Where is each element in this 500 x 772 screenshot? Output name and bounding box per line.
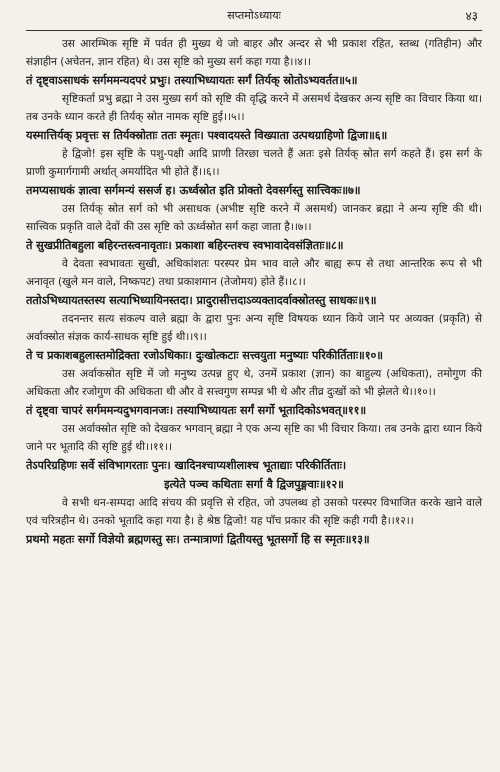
verse-line: ते च प्रकाशबहुलास्तमोद्रिक्ता रजोऽधिकाः। दुःखोत्कटाः सत्त्वयुता मनुष्याः परिकीर्तिताः॥१०॥ [26,348,383,362]
verse-line: इत्येते पञ्च कथिताः सर्गा वै द्विजपुङ्गवाः॥१२॥ [164,477,344,491]
translation-paragraph: वे सभी धन-सम्पदा आदि संचय की प्रवृत्ति से रहित, जो उपलब्ध हो उसको परस्पर विभाजित करके खाने वाले एवं चरित्रहीन थे। उनको भूतादि कहा गया है। हे श्रेष्ठ द्विजो! यह पाँच प्रकार की सृष्टि कही गयी है।।१२।। [26,497,482,527]
translation-paragraph: उस अर्वाकस्रोत सृष्टि में जो मनुष्य उत्पन्न हुए थे, उनमें प्रकाश (ज्ञान) का बाहुल्य (अधिकता), तमोगुण की अधिकता और रजोगुण की अधिकता थी और वे सत्त्वगुण सम्पन्न भी थे और तीव्र दुःखों को भी झेलते थे।।१०।। [26,368,482,398]
verse-line: ततोऽभिध्यायतस्तस्य सत्याभिध्यायिनस्तदा। प्रादुरासीत्तदाऽव्यक्तादर्वाक्स्रोतस्तु साधकः॥९॥ [26,293,377,307]
verse-line: तेऽपरिग्रहिणः सर्वे संविभागरताः पुनः। खादिनश्चाप्यशीलाश्च भूताद्याः परिकीर्तिताः। [26,458,347,472]
translation-paragraph: हे द्विजो! इस सृष्टि के पशु-पक्षी आदि प्राणी तिरछा चलते हैं अतः इसे तिर्यक् स्रोत सर्ग कहते हैं। इस सर्ग के प्राणी कुमार्गगामी अर्थात् अमर्यादित भी होते हैं।।६।। [26,148,482,178]
chapter-title: सप्तमोऽध्यायः [227,9,281,22]
translation-paragraph: उस अर्वाक्स्रोत सृष्टि को देखकर भगवान् ब्रह्मा ने एक अन्य सृष्टि का भी विचार किया। तब उनके द्वारा ध्यान किये जाने पर भूतादि की सृष्टि हुई थी।।११।। [26,423,482,453]
page-header [26,0,482,31]
translation-paragraph: तदनन्तर सत्य संकल्प वाले ब्रह्मा के द्वारा पुनः अन्य सृष्टि विषयक ध्यान किये जाने पर अव्यक्त (प्रकृति) से अर्वाक्स्रोत संज्ञक कार्य-साधक सृष्टि हुई थी।।९।। [26,313,482,343]
verse-line: ते सुखप्रीतिबहुला बहिरन्तस्त्वनावृताः। प्रकाशा बहिरन्तश्च स्वभावादेवसंज्ञिताः॥८॥ [26,238,344,252]
verse-line: तं दृष्ट्वाऽसाधकं सर्गममन्यदपरं प्रभुः। तस्याभिध्यायतः सर्गं तिर्यक् स्रोतोऽभ्यवर्तत॥५॥ [26,73,358,87]
translation-paragraph: उस तिर्यक् स्रोत सर्ग को भी असाधक (अभीष्ट सृष्टि करने में असमर्थ) जानकर ब्रह्मा ने अन्य सृष्टि की थी। सात्त्विक प्रकृति वाले देवों की उस सृष्टि को ऊर्ध्वस्रोत सर्ग कहा जाता है।।७।। [26,203,482,233]
page-number: ४३ [465,9,478,23]
verse-line: प्रथमो महतः सर्गो विज्ञेयो ब्रह्मणस्तु सः। तन्मात्राणां द्वितीयस्तु भूतसर्गो हि स स्मृतः॥१३॥ [26,532,370,546]
page-body [26,35,482,549]
translation-paragraph: वे देवता स्वभावतः सुखी, अधिकांशतः परस्पर प्रेम भाव वाले और बाह्य रूप से तथा आन्तरिक रूप से भी अनावृत (खुले मन वाले, निष्कपट) तथा प्रकाशमान (तेजोमय) होते हैं।।८।। [26,258,482,288]
verse-line: तं दृष्ट्वा चापरं सर्गममन्यदुभगवानजः। तस्याभिध्यायतः सर्गं सर्गो भूतादिकोऽभवत्॥११॥ [26,403,367,417]
verse-line: यस्मात्तिर्यक् प्रवृत्तः स तिर्यक्स्रोताः ततः स्मृतः। पश्वादयस्ते विख्याता उत्पथग्राहिणो द्विजा॥६॥ [26,128,388,142]
translation-paragraph: उस आरम्भिक सृष्टि में पर्वत ही मुख्य थे जो बाहर और अन्दर से भी प्रकाश रहित, स्तब्ध (गतिहीन) और संज्ञाहीन (अचेतन, ज्ञान रहित) थे। उस सृष्टि को मुख्य सर्ग कहा गया है।।४।। [26,38,482,68]
translation-paragraph: सृष्टिकर्ता प्रभु ब्रह्मा ने उस मुख्य सर्ग को सृष्टि की वृद्धि करने में असमर्थ देखकर अन्य सृष्टि का विचार किया था। तब उनके ध्यान करते ही तिर्यक् स्रोत नामक सृष्टि हुई।।५।। [26,93,482,123]
verse-line: तमप्यसाधकं ज्ञात्वा सर्गमन्यं ससर्ज ह। ऊर्ध्वस्रोत इति प्रोक्तो देवसर्गस्तु सात्त्विकः॥७॥ [26,183,361,197]
